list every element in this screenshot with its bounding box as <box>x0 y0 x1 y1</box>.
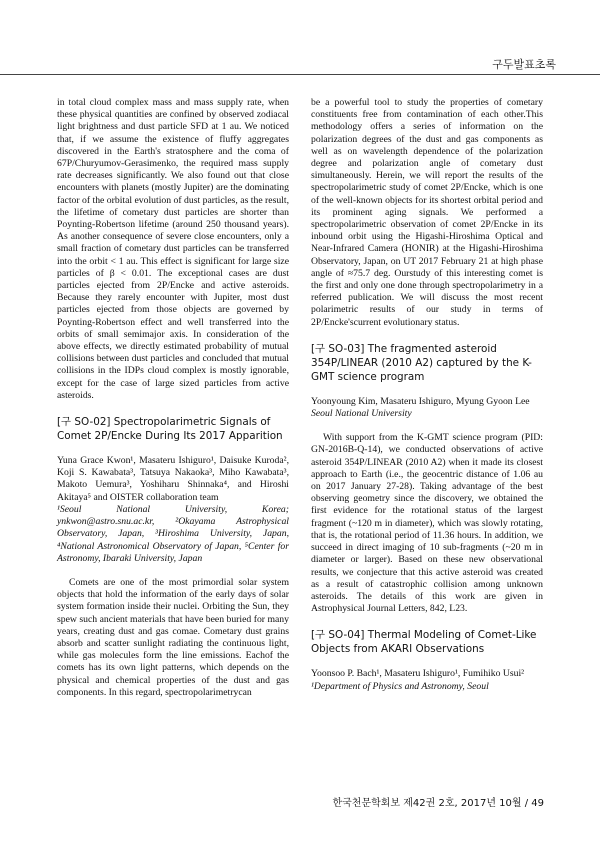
right-column <box>311 97 543 705</box>
left-column <box>57 97 289 699</box>
abstract-title-so03: [구 SO-03] The fragmented asteroid 354P/LINEAR (2010 A2) captured by the K-GMT science program <box>311 342 532 383</box>
header-rule <box>0 74 600 75</box>
affiliations-so03: Seoul National University <box>311 408 412 420</box>
paragraph-continued: in total cloud complex mass and mass supply rate, when these physical quantities are confined by observed zodiacal light brightness and dust particle SFD at 1 au. We noticed that, if we assume the existence of fluffy aggregates discovered in the Earth's stratosphere and the coma of 67P/Churyumov-Gerasimenko, the required mass supply rate decreases significantly. We also found out that close encounters with planets (mostly Jupiter) are the dominating factor of the orbital evolution of dust particles, as the result, the lifetime of cometary dust particles are shorter than Poynting-Robertson lifetime (around 250 thousand years). As another consequence of severe close encounters, only a small fraction of cometary dust particles can be transferred into the orbit < 1 au. This effect is significant for large size particles of β < 0.01. The exceptional cases are dust particles ejected from 2P/Encke and active asteroids. Because they rarely encounter with Jupiter, most dust particles ejected from those objects are governed by Poynting-Robertson effect and well transferred into the orbits of small semimajor axis. In consideration of the above effects, we directly estimated probability of mutual collisions between dust particles and concluded that mutual collisions in the IDPs cloud complex is mostly ignorable, except for the case of large sized particles from active asteroids. <box>57 97 289 401</box>
section-label: 구두발표초록 <box>492 58 556 71</box>
abstract-body-so02: Comets are one of the most primordial solar system objects that hold the information of the early days of solar system formation inside their nuclei. Orbiting the Sun, they spew such ancient materials that have been buried for many years, creating dust and gas comae. Cometary dust grains absorb and scatter sunlight radiating the continuous light, while gas molecules form the line emissions. Eachof the comets has its own light patterns, which depends on the physical and chemical properties of the dust and gas components. In this regard, spectropolarimetrycan <box>57 576 289 698</box>
page-footer: 한국천문학회보 제42권 2호, 2017년 10월 / 49 <box>332 798 544 809</box>
authors-so04: Yoonsoo P. Bach¹, Masateru Ishiguro¹, Fumihiko Usui² <box>311 668 525 680</box>
affiliations-so02: ¹Seoul National University, Korea; ynkwon@astro.snu.ac.kr, ²Okayama Astrophysical Observatory, Japan, ³Hiroshima University, Japan, ⁴National Astronomical Observatory of Japan, ⁵Center for Astronomy, Ibaraki University, Japan <box>57 503 289 564</box>
authors-so03: Yoonyoung Kim, Masateru Ishiguro, Myung Gyoon Lee <box>311 395 530 407</box>
paragraph-continued-right: be a powerful tool to study the properties of cometary constituents free from contamination of each other.This methodology offers a series of information on the polarization degrees of the dust and gas components as well as on wavelength dependence of the polarization degree and polarization angle of cometary dust simultaneously. Herein, we will report the results of the spectropolarimetric study of comet 2P/Encke, which is one of the well-known objects for its shortest orbital period and its prominent aging signals. We performed a spectropolarimetric observation of comet 2P/Encke in its inbound orbit using the Higashi-Hiroshima Optical and Near-Infrared Camera (HONIR) at the Higashi-Hiroshima Observatory, Japan, on UT 2017 February 21 at high phase angle of ≈75.7 deg. Ourstudy of this interesting comet is the first and only one done through spectropolarimetry in a referred publication. We will discuss the most recent polarimetric results of our study in terms of 2P/Encke'scurrent evolutionary status. <box>311 97 543 328</box>
affiliations-so04: ¹Department of Physics and Astronomy, Seoul <box>311 680 489 692</box>
authors-so02: Yuna Grace Kwon¹, Masateru Ishiguro¹, Daisuke Kuroda², Koji S. Kawabata³, Tatsuya Nakaoka³, Miho Kawabata³, Makoto Uemura³, Yoshiharu Shinnaka⁴, and Hiroshi Akitaya⁵ and OISTER collaboration team <box>57 455 289 503</box>
abstract-title-so04: [구 SO-04] Thermal Modeling of Comet-Like Objects from AKARI Observations <box>311 629 537 656</box>
abstract-title-so02: [구 SO-02] Spectropolarimetric Signals of Comet 2P/Encke During Its 2017 Apparition <box>57 416 283 443</box>
abstract-body-so03: With support from the K-GMT science program (PID: GN-2016B-Q-14), we conducted observations of active asteroid 354P/LINEAR (2010 A2) when it made its closest approach to Earth (i.e., the geocentric distance of 1.06 au on 2017 January 27-28). Taking advantage of the best observing geometry since the discovery, we obtained the first evidence for the rotational status of the largest fragment (~120 m in diameter), which was slowly rotating, that is, the rotational period of 11.36 hours. In addition, we succeed in direct imaging of 10 sub-fragments (~20 m in diameter or larger). Based on these new observational results, we conjecture that this active asteroid was created as a result of catastrophic collision among unknown asteroids. The details of this work are given in Astrophysical Journal Letters, 842, L23. <box>311 432 543 615</box>
